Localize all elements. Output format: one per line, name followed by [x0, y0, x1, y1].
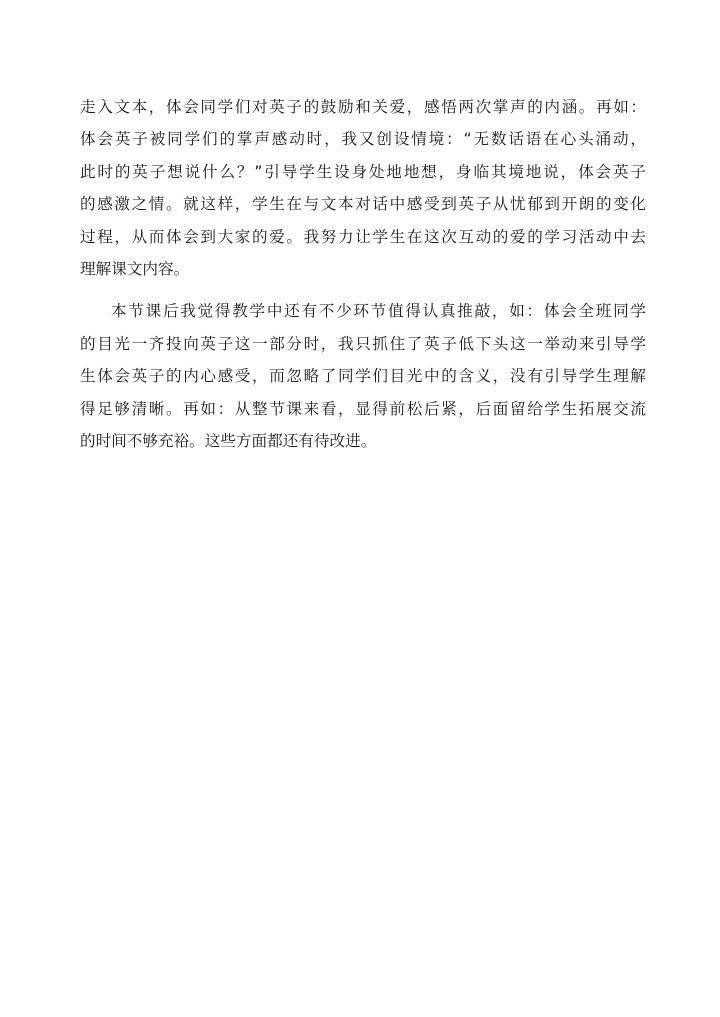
text-line: 此时的英子想说什么？”引导学生设身处地地想，身临其境地说，体会英子 — [80, 162, 646, 181]
text-line: 生体会英子的内心感受，而忽略了同学们目光中的含义，没有引导学生理解 — [80, 367, 646, 386]
text-line: 走入文本，体会同学们对英子的鼓励和关爱，感悟两次掌声的内涵。再如： — [80, 98, 646, 116]
text-line: 过程，从而体会到大家的爱。我努力让学生在这次互动的爱的学习活动中去 — [80, 227, 646, 246]
text-line: 的时间不够充裕。这些方面都还有待改进。 — [80, 431, 377, 450]
text-line: 的感激之情。就这样，学生在与文本对话中感受到英子从忧郁到开朗的变化 — [80, 195, 646, 214]
paragraph-1 — [80, 91, 646, 285]
paragraph-spacer — [80, 285, 646, 295]
text-line: 体会英子被同学们的掌声感动时，我又创设情境：“无数话语在心头涌动， — [80, 130, 646, 149]
text-line: 本节课后我觉得教学中还有不少环节值得认真推敲，如：体会全班同学 — [111, 302, 646, 321]
text-line: 的目光一齐投向英子这一部分时，我只抓住了英子低下头这一举动来引导学 — [80, 334, 646, 353]
text-line: 理解课文内容。 — [80, 259, 190, 278]
document-body — [80, 91, 646, 457]
paragraph-2 — [80, 295, 646, 457]
text-line: 得足够清晰。再如：从整节课来看，显得前松后紧，后面留给学生拓展交流 — [80, 399, 646, 418]
